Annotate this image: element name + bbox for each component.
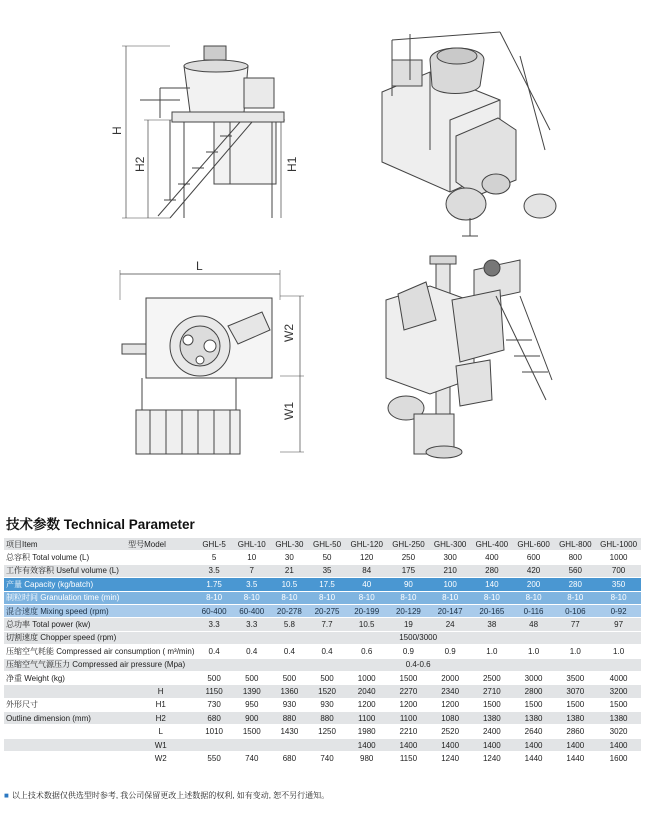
row-value: 8-10: [471, 591, 513, 604]
row-label: 净重 Weight (kg): [4, 671, 195, 684]
row-value: 1520: [308, 685, 346, 698]
row-value: 100: [429, 578, 471, 591]
row-value: 1200: [429, 698, 471, 711]
row-value: 84: [346, 564, 388, 577]
row-value: 1010: [195, 725, 233, 738]
row-label: [4, 685, 126, 698]
row-value: 8-10: [308, 591, 346, 604]
row-value: 280: [471, 564, 513, 577]
row-value: 20-165: [471, 604, 513, 617]
row-value: 1400: [513, 738, 555, 751]
row-value: 1380: [596, 712, 641, 725]
row-value: 0.4: [308, 645, 346, 658]
table-row: [4, 658, 641, 671]
row-value: 900: [233, 712, 271, 725]
row-value: 550: [195, 752, 233, 765]
row-value: 3.5: [233, 578, 271, 591]
row-value: 20-278: [271, 604, 309, 617]
row-value: 2270: [388, 685, 430, 698]
table-row: [4, 752, 641, 765]
row-value: 420: [513, 564, 555, 577]
row-value: 1080: [429, 712, 471, 725]
row-value: 350: [596, 578, 641, 591]
table-row: [4, 604, 641, 617]
row-value: 8-10: [554, 591, 596, 604]
row-value: 0.9: [388, 645, 430, 658]
row-value: [195, 738, 233, 751]
row-value: 3.5: [195, 564, 233, 577]
plan-view-drawing: [120, 270, 304, 454]
row-value: 1600: [596, 752, 641, 765]
header-model-name: GHL-1000: [596, 538, 641, 551]
row-value: 1240: [471, 752, 513, 765]
row-value: 5: [195, 551, 233, 564]
row-value: 1500: [388, 671, 430, 684]
row-value: 1.0: [554, 645, 596, 658]
row-sublabel: H: [126, 685, 195, 698]
row-value: 1.75: [195, 578, 233, 591]
row-value: 1380: [471, 712, 513, 725]
header-model-name: GHL-10: [233, 538, 271, 551]
header-model-name: GHL-50: [308, 538, 346, 551]
row-value: 2000: [429, 671, 471, 684]
row-value: 560: [554, 564, 596, 577]
table-row: [4, 685, 641, 698]
row-label: Outline dimension (mm): [4, 712, 126, 725]
row-value: 8-10: [596, 591, 641, 604]
table-row: [4, 551, 641, 564]
header-model-name: GHL-800: [554, 538, 596, 551]
row-value: 1.0: [513, 645, 555, 658]
row-value: 500: [195, 671, 233, 684]
dim-label-h1: H1: [285, 156, 299, 172]
row-value: 930: [271, 698, 309, 711]
row-value: 400: [471, 551, 513, 564]
row-value: [271, 738, 309, 751]
row-value: 250: [388, 551, 430, 564]
row-sublabel: H2: [126, 712, 195, 725]
row-value: 7.7: [308, 618, 346, 631]
row-sublabel: W1: [126, 738, 195, 751]
row-value: 35: [308, 564, 346, 577]
row-value: 200: [513, 578, 555, 591]
row-value: 1240: [429, 752, 471, 765]
row-value: 800: [554, 551, 596, 564]
row-value: 2340: [429, 685, 471, 698]
row-label: 制粒时间 Granulation time (min): [4, 591, 195, 604]
row-value: 600: [513, 551, 555, 564]
row-value: 210: [429, 564, 471, 577]
row-value: 20-275: [308, 604, 346, 617]
row-value: 3000: [513, 671, 555, 684]
header-model-name: GHL-120: [346, 538, 388, 551]
row-value: 1100: [346, 712, 388, 725]
row-value: 500: [308, 671, 346, 684]
row-value: 1400: [596, 738, 641, 751]
row-value: 8-10: [513, 591, 555, 604]
bullet-icon: ■: [4, 791, 9, 800]
row-value: 2710: [471, 685, 513, 698]
row-value: 880: [308, 712, 346, 725]
table-row: [4, 738, 641, 751]
row-value: 3020: [596, 725, 641, 738]
header-model-name: GHL-250: [388, 538, 430, 551]
row-label: 混合速度 Mixing speed (rpm): [4, 604, 195, 617]
row-value: 1400: [554, 738, 596, 751]
row-value: 0-92: [596, 604, 641, 617]
row-value: 2040: [346, 685, 388, 698]
row-value: 40: [346, 578, 388, 591]
row-value: 175: [388, 564, 430, 577]
row-label: 总功率 Total power (kw): [4, 618, 195, 631]
row-value: 2640: [513, 725, 555, 738]
row-value: 8-10: [388, 591, 430, 604]
row-value: 1400: [388, 738, 430, 751]
row-value: 1150: [195, 685, 233, 698]
row-value: [233, 738, 271, 751]
row-value: 0.6: [346, 645, 388, 658]
row-value: 1400: [471, 738, 513, 751]
isometric-view-1: [382, 32, 556, 236]
row-label: 产量 Capacity (kg/batch): [4, 578, 195, 591]
table-row: [4, 578, 641, 591]
row-value: 680: [271, 752, 309, 765]
header-model: 型号Model: [126, 538, 195, 551]
table-row: [4, 671, 641, 684]
row-value: 930: [308, 698, 346, 711]
row-value: 8-10: [346, 591, 388, 604]
row-value: 90: [388, 578, 430, 591]
row-value: 140: [471, 578, 513, 591]
row-value: 60-400: [233, 604, 271, 617]
row-value: 2860: [554, 725, 596, 738]
table-row: [4, 725, 641, 738]
row-value: 97: [596, 618, 641, 631]
row-value: 120: [346, 551, 388, 564]
row-value: 1.0: [596, 645, 641, 658]
row-value: 3070: [554, 685, 596, 698]
row-value: 30: [271, 551, 309, 564]
footnote-text: 以上技术数据仅供选型时参考, 我公司保留更改上述数据的权利, 如有变动, 恕不另行通知。: [11, 791, 330, 800]
table-header-row: [4, 538, 641, 551]
row-label: 外形尺寸: [4, 698, 126, 711]
row-value: 1200: [346, 698, 388, 711]
front-elevation-drawing: [122, 46, 285, 218]
row-value: 17.5: [308, 578, 346, 591]
table-row: [4, 698, 641, 711]
row-value: 20-147: [429, 604, 471, 617]
row-sublabel: W2: [126, 752, 195, 765]
table-row: [4, 591, 641, 604]
row-value: 280: [554, 578, 596, 591]
row-value: 1500: [471, 698, 513, 711]
row-value: 0.4: [195, 645, 233, 658]
table-row: [4, 618, 641, 631]
row-value: 1.0: [471, 645, 513, 658]
row-value: 38: [471, 618, 513, 631]
row-value: 10: [233, 551, 271, 564]
row-value: 2800: [513, 685, 555, 698]
row-value: 1500: [233, 725, 271, 738]
row-value: 3.3: [233, 618, 271, 631]
dim-label-h: H: [110, 126, 124, 135]
dim-label-l: L: [196, 259, 203, 273]
row-value: 700: [596, 564, 641, 577]
row-value: 8-10: [195, 591, 233, 604]
row-value: 2210: [388, 725, 430, 738]
row-value: 0.4: [271, 645, 309, 658]
row-value: 740: [308, 752, 346, 765]
row-value: 1000: [596, 551, 641, 564]
row-value: 980: [346, 752, 388, 765]
row-value: 730: [195, 698, 233, 711]
row-value: 1500/3000: [195, 631, 641, 644]
row-value: 950: [233, 698, 271, 711]
row-value: 8-10: [271, 591, 309, 604]
row-value: 1390: [233, 685, 271, 698]
row-value: 1440: [554, 752, 596, 765]
dim-label-w2: W2: [282, 324, 296, 342]
table-row: [4, 712, 641, 725]
row-value: 0.9: [429, 645, 471, 658]
row-value: 8-10: [233, 591, 271, 604]
row-value: 3200: [596, 685, 641, 698]
row-value: 1200: [388, 698, 430, 711]
row-value: 500: [233, 671, 271, 684]
row-value: 5.8: [271, 618, 309, 631]
row-value: 2400: [471, 725, 513, 738]
row-value: 1250: [308, 725, 346, 738]
row-value: 2520: [429, 725, 471, 738]
footnote: [4, 790, 329, 801]
section-title: 技术参数 Technical Parameter: [6, 517, 195, 532]
row-value: 77: [554, 618, 596, 631]
row-value: 300: [429, 551, 471, 564]
row-value: 1500: [554, 698, 596, 711]
header-model-name: GHL-400: [471, 538, 513, 551]
row-value: 1150: [388, 752, 430, 765]
row-value: 1380: [554, 712, 596, 725]
row-value: 0-116: [513, 604, 555, 617]
row-value: 24: [429, 618, 471, 631]
dim-label-h2: H2: [133, 156, 147, 172]
row-value: 1400: [346, 738, 388, 751]
row-value: 1980: [346, 725, 388, 738]
row-label: [4, 738, 126, 751]
row-value: 50: [308, 551, 346, 564]
row-label: [4, 725, 126, 738]
row-value: 740: [233, 752, 271, 765]
row-value: 10.5: [271, 578, 309, 591]
row-value: 680: [195, 712, 233, 725]
table-row: [4, 564, 641, 577]
row-value: [308, 738, 346, 751]
row-sublabel: H1: [126, 698, 195, 711]
row-value: 1500: [596, 698, 641, 711]
row-value: 4000: [596, 671, 641, 684]
row-value: 1500: [513, 698, 555, 711]
row-value: 21: [271, 564, 309, 577]
header-model-name: GHL-600: [513, 538, 555, 551]
row-value: 2500: [471, 671, 513, 684]
row-value: 1000: [346, 671, 388, 684]
row-label: 切割速度 Chopper speed (rpm): [4, 631, 195, 644]
row-label: 压缩空气耗能 Compressed air consumption ( m³/min): [4, 645, 195, 658]
row-value: 7: [233, 564, 271, 577]
row-value: 0.4-0.6: [195, 658, 641, 671]
table-row: [4, 631, 641, 644]
row-value: 1380: [513, 712, 555, 725]
row-value: 1430: [271, 725, 309, 738]
row-value: 60-400: [195, 604, 233, 617]
row-value: 1400: [429, 738, 471, 751]
technical-parameter-table: [4, 538, 641, 765]
header-item: 项目Item: [4, 538, 126, 551]
row-value: 20-199: [346, 604, 388, 617]
row-value: 1440: [513, 752, 555, 765]
row-label: 总容积 Total volume (L): [4, 551, 195, 564]
dim-label-w1: W1: [282, 402, 296, 420]
header-model-name: GHL-300: [429, 538, 471, 551]
row-sublabel: L: [126, 725, 195, 738]
row-value: 500: [271, 671, 309, 684]
row-value: 48: [513, 618, 555, 631]
row-value: 3500: [554, 671, 596, 684]
row-value: 20-129: [388, 604, 430, 617]
row-value: 880: [271, 712, 309, 725]
row-label: 压缩空气气源压力 Compressed air pressure (Mpa): [4, 658, 195, 671]
table-row: [4, 645, 641, 658]
row-label: [4, 752, 126, 765]
row-value: 10.5: [346, 618, 388, 631]
row-value: 1360: [271, 685, 309, 698]
row-label: 工作有效容积 Useful volume (L): [4, 564, 195, 577]
header-model-name: GHL-5: [195, 538, 233, 551]
row-value: 8-10: [429, 591, 471, 604]
isometric-view-2: [386, 256, 552, 458]
row-value: 0.4: [233, 645, 271, 658]
header-model-name: GHL-30: [271, 538, 309, 551]
row-value: 3.3: [195, 618, 233, 631]
row-value: 19: [388, 618, 430, 631]
row-value: 1100: [388, 712, 430, 725]
row-value: 0-106: [554, 604, 596, 617]
